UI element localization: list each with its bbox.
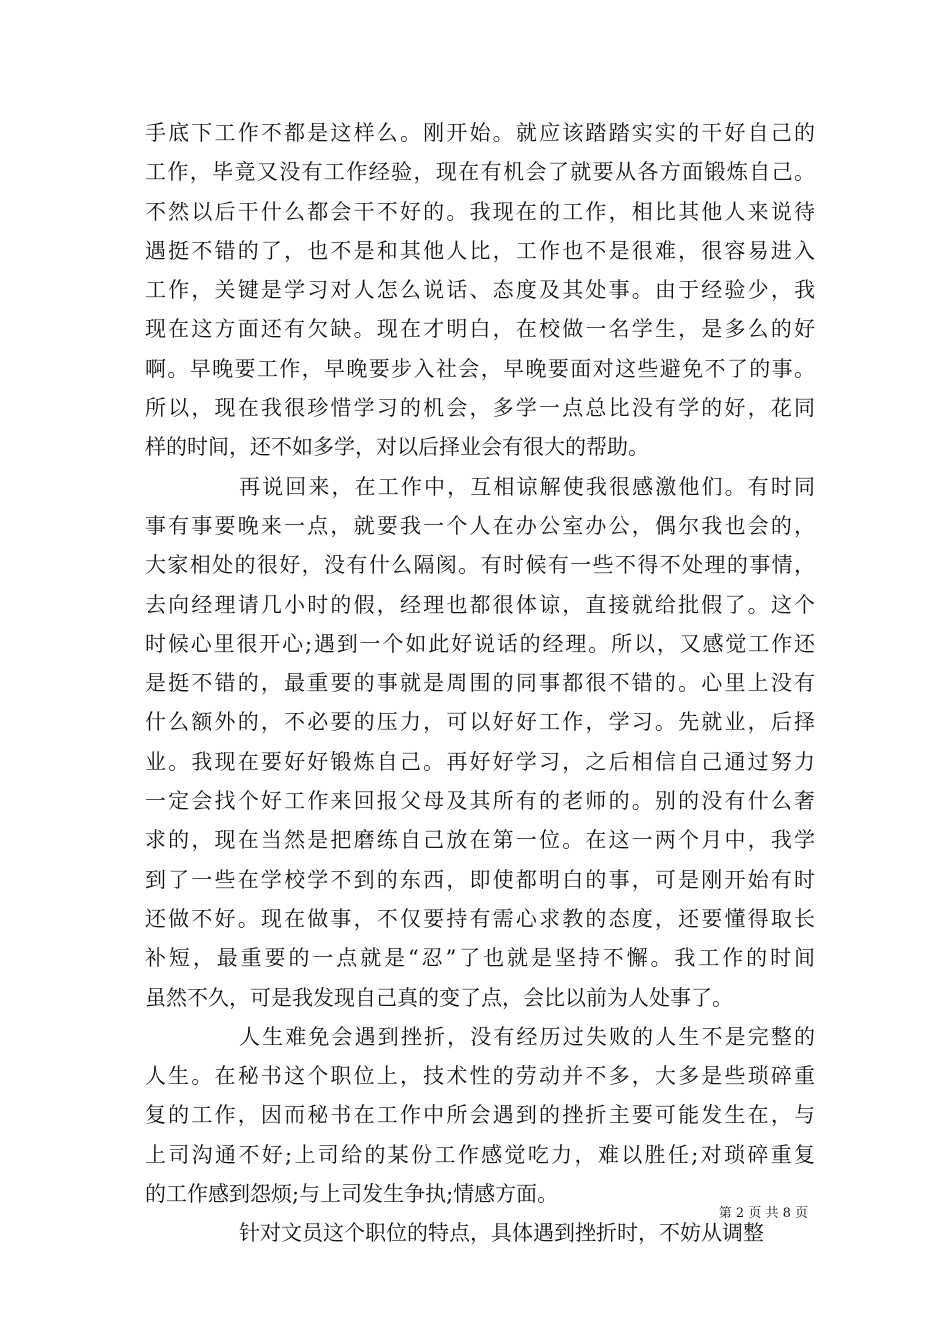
text-line: 工作，毕竟又没有工作经验，现在有机会了就要从各方面锻炼自己。 (145, 160, 815, 185)
page-number-label: 第 2 页 共 8 页 (718, 1206, 808, 1221)
text-line: 遇挺不错的了，也不是和其他人比，工作也不是很难，很容易进入 (145, 238, 815, 263)
text-line: 人生。在秘书这个职位上，技术性的劳动并不多，大多是些琐碎重 (145, 1064, 815, 1089)
text-line: 时候心里很开心;遇到一个如此好说话的经理。所以，又感觉工作还 (145, 631, 815, 656)
text-line: 事有事要晚来一点，就要我一个人在办公室办公，偶尔我也会的， (145, 513, 815, 538)
text-line: 业。我现在要好好锻炼自己。再好好学习，之后相信自己通过努力 (145, 749, 815, 774)
text-line: 去向经理请几小时的假，经理也都很体谅，直接就给批假了。这个 (145, 592, 815, 617)
text-line: 所以，现在我很珍惜学习的机会，多学一点总比没有学的好，花同 (145, 396, 815, 421)
text-line: 复的工作，因而秘书在工作中所会遇到的挫折主要可能发生在，与 (145, 1103, 815, 1128)
text-line: 什么额外的，不必要的压力，可以好好工作，学习。先就业，后择 (145, 710, 815, 735)
text-line: 一定会找个好工作来回报父母及其所有的老师的。别的没有什么奢 (145, 789, 815, 814)
text-line: 是挺不错的，最重要的事就是周围的同事都很不错的。心里上没有 (145, 671, 815, 696)
text-line: 上司沟通不好;上司给的某份工作感觉吃力，难以胜任;对琐碎重复 (145, 1142, 815, 1167)
paragraph-start-line: 再说回来，在工作中，互相谅解使我很感激他们。有时同 (239, 474, 815, 499)
text-line: 工作，关键是学习对人怎么说话、态度及其处事。由于经验少，我 (145, 278, 815, 303)
text-line: 手底下工作不都是这样么。刚开始。就应该踏踏实实的干好自己的 (145, 121, 815, 145)
text-line: 虽然不久，可是我发现自己真的变了点，会比以前为人处事了。 (145, 985, 733, 1010)
paragraph-start-line: 针对文员这个职位的特点，具体遇到挫折时，不妨从调整 (239, 1221, 764, 1246)
text-line: 样的时间，还不如多学，对以后择业会有很大的帮助。 (145, 435, 649, 460)
text-line: 啊。早晚要工作，早晚要步入社会，早晚要面对这些避免不了的事。 (145, 356, 815, 381)
text-line: 的工作感到怨烦;与上司发生争执;情感方面。 (145, 1182, 559, 1207)
text-line: 大家相处的很好，没有什么隔阂。有时候有一些不得不处理的事情， (145, 553, 815, 578)
text-line: 现在这方面还有欠缺。现在才明白，在校做一名学生，是多么的好 (145, 317, 815, 342)
text-line: 不然以后干什么都会干不好的。我现在的工作，相比其他人来说待 (145, 199, 815, 224)
paragraph-start-line: 人生难免会遇到挫折，没有经历过失败的人生不是完整的 (239, 1024, 815, 1049)
text-line: 到了一些在学校学不到的东西，即使都明白的事，可是刚开始有时 (145, 867, 815, 892)
text-line: 求的，现在当然是把磨练自己放在第一位。在这一两个月中，我学 (145, 828, 815, 853)
body-text (145, 114, 815, 1254)
text-line: 还做不好。现在做事，不仅要持有需心求教的态度，还要懂得取长 (145, 906, 815, 931)
text-line: 补短，最重要的一点就是“忍”了也就是坚持不懈。我工作的时间 (145, 946, 815, 971)
